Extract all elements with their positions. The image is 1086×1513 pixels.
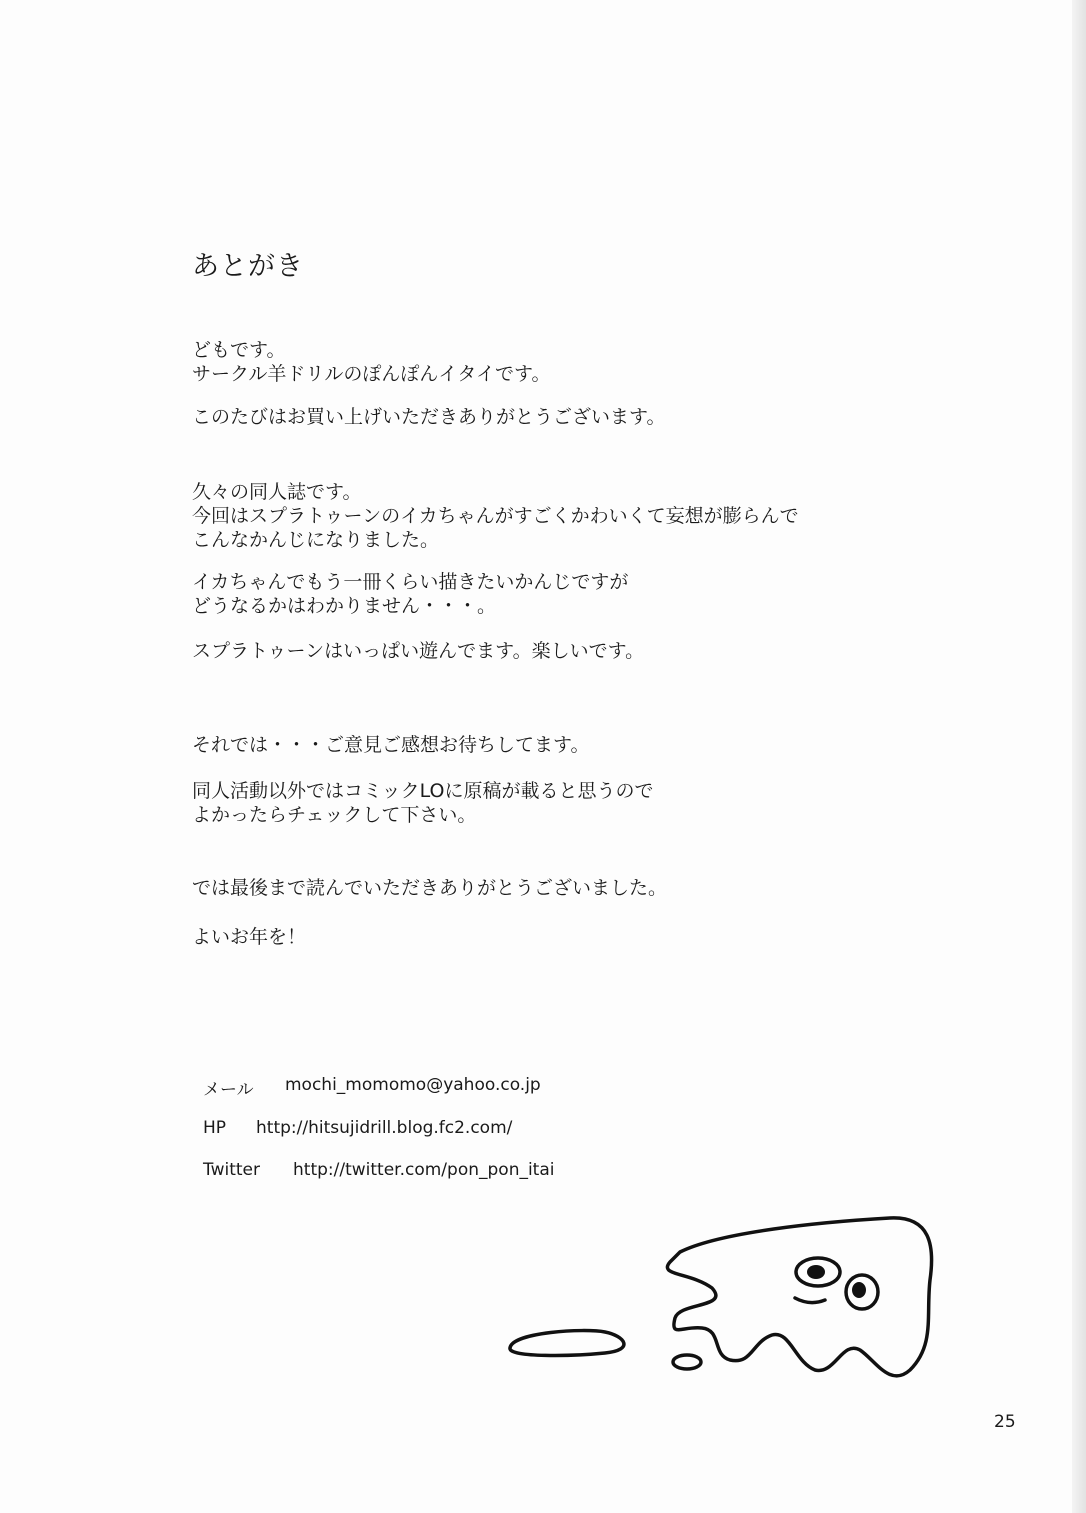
text-line: それでは・・・ご意見ご感想お待ちしてます。 [192,734,590,756]
text-line: サークル羊ドリルのぽんぽんイタイです。 [192,363,551,385]
squid-body-outline [667,1218,931,1376]
text-line: イカちゃんでもう一冊くらい描きたいかんじですが [192,571,629,593]
contact-twitter [203,1160,555,1180]
squid-pupil-right [852,1282,866,1298]
contact-value: http://twitter.com/pon_pon_itai [293,1160,555,1180]
text-line: このたびはお買い上げいただきありがとうございます。 [192,406,666,428]
contact-hp [203,1118,513,1138]
contact-label: HP [203,1118,227,1138]
paragraph-splatoon [192,639,644,663]
text-line: では最後まで読んでいただきありがとうございました。 [192,877,668,899]
page-title: あとがき [192,251,304,282]
contact-value: http://hitsujidrill.blog.fc2.com/ [256,1118,513,1138]
paragraph-comic-lo [192,779,654,827]
paragraph-next-book [192,570,628,618]
page-number: 25 [994,1412,1016,1432]
text-line: 久々の同人誌です。 [192,481,362,503]
contact-mail [203,1075,541,1100]
puddle-small [673,1355,701,1369]
squid-mouth [795,1298,825,1303]
text-line: よいお年を！ [192,926,307,948]
squid-doodle-illustration [490,1210,950,1390]
page-edge-shadow [1072,0,1086,1513]
text-line: スプラトゥーンはいっぱい遊んでます。楽しいです。 [192,640,645,662]
text-line: どもです。 [192,339,286,361]
squid-pupil-left [807,1265,825,1279]
contact-label: メール [203,1080,254,1100]
paragraph-thanks [192,405,665,429]
text-line: こんなかんじになりました。 [192,529,440,551]
paragraph-closing [192,876,667,900]
puddle-large [510,1331,624,1356]
contact-value: mochi_momomo@yahoo.co.jp [285,1075,541,1095]
paragraph-greeting [192,338,551,386]
text-line: 今回はスプラトゥーンのイカちゃんがすごくかわいくて妄想が膨らんで [192,505,799,527]
text-line: よかったらチェックして下さい。 [192,804,477,826]
paragraph-about [192,480,799,552]
text-line: 同人活動以外ではコミックLOに原稿が載ると思うので [192,780,654,802]
text-line: どうなるかはわかりません・・・。 [192,595,497,617]
paragraph-new-year [192,925,306,949]
contact-label: Twitter [203,1160,260,1180]
paragraph-feedback [192,733,589,757]
